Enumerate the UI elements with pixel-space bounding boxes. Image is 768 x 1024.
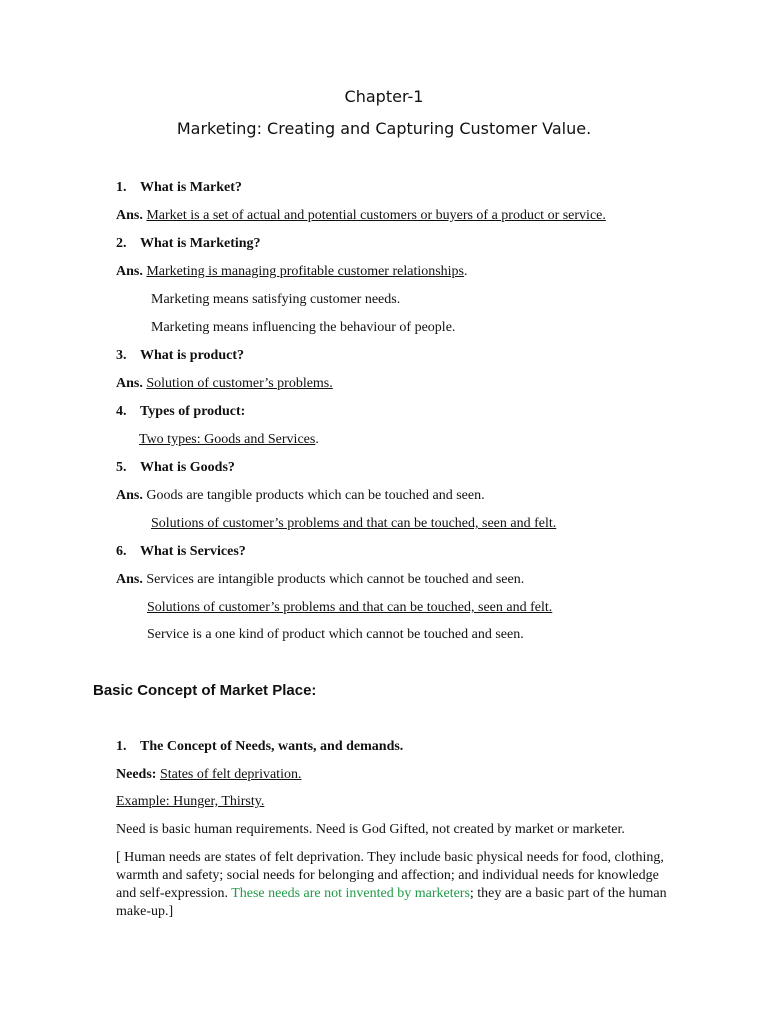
needs-example: Example: Hunger, Thirsty. bbox=[116, 794, 265, 809]
paragraph-text: [ Human needs are states of felt deprivation. They include basic physical needs for food, clothing, warmth and safety; social needs for belonging and affection; and individual needs for knowledge and self-expression. bbox=[116, 850, 664, 901]
needs-bracket-paragraph bbox=[116, 849, 676, 921]
answer-5 bbox=[116, 487, 485, 505]
period: . bbox=[315, 432, 319, 447]
period: . bbox=[464, 264, 468, 279]
needs-label: Needs: bbox=[116, 767, 157, 782]
answer-text: Goods are tangible products which can be touched and seen. bbox=[146, 488, 485, 503]
needs-definition bbox=[116, 766, 301, 784]
question-6 bbox=[116, 543, 246, 561]
answer-3 bbox=[116, 375, 333, 393]
needs-definition-text: States of felt deprivation. bbox=[159, 767, 302, 782]
answer-1 bbox=[116, 207, 606, 225]
answer-text: Solution of customer’s problems. bbox=[146, 376, 333, 391]
question-1 bbox=[116, 179, 242, 197]
answer-2 bbox=[116, 263, 468, 281]
need-basic-text: Need is basic human requirements. Need is God Gifted, not created by market or marketer. bbox=[116, 822, 625, 837]
answer-4 bbox=[139, 431, 319, 449]
question-number: 6. bbox=[116, 544, 127, 559]
question-text: What is Services? bbox=[140, 544, 246, 559]
ans-label: Ans. bbox=[116, 572, 143, 587]
question-text: What is Marketing? bbox=[140, 236, 261, 251]
answer-5-line-2: Solutions of customer’s problems and that can be touched, seen and felt. bbox=[151, 516, 557, 531]
question-text: What is product? bbox=[140, 348, 244, 363]
answer-text: Marketing is managing profitable customer relationships bbox=[146, 264, 465, 279]
answer-text: Services are intangible products which cannot be touched and seen. bbox=[146, 572, 525, 587]
concept-number: 1. bbox=[116, 739, 127, 754]
answer-2-line-2: Marketing means satisfying customer needs. bbox=[151, 292, 401, 307]
ans-label: Ans. bbox=[116, 488, 143, 503]
answer-text: Market is a set of actual and potential customers or buyers of a product or service. bbox=[146, 208, 606, 223]
question-2 bbox=[116, 235, 261, 253]
chapter-title: Chapter-1 bbox=[344, 87, 424, 106]
question-number: 2. bbox=[116, 236, 127, 251]
highlighted-text: These needs are not invented by marketers bbox=[231, 886, 470, 901]
question-text: What is Market? bbox=[140, 180, 242, 195]
answer-2-line-3: Marketing means influencing the behaviour of people. bbox=[151, 320, 456, 335]
ans-label: Ans. bbox=[116, 376, 143, 391]
question-5 bbox=[116, 459, 235, 477]
answer-6-line-2: Solutions of customer’s problems and that can be touched, seen and felt. bbox=[147, 600, 553, 615]
answer-6-line-3: Service is a one kind of product which cannot be touched and seen. bbox=[147, 627, 524, 642]
answer-text: Two types: Goods and Services bbox=[139, 432, 316, 447]
paragraph-text-end: ; they are a basic part of the human make-up.] bbox=[116, 886, 667, 919]
question-number: 4. bbox=[116, 404, 127, 419]
question-number: 1. bbox=[116, 180, 127, 195]
question-number: 5. bbox=[116, 460, 127, 475]
question-text: Types of product: bbox=[140, 404, 246, 419]
question-3 bbox=[116, 347, 244, 365]
question-number: 3. bbox=[116, 348, 127, 363]
answer-6 bbox=[116, 571, 524, 589]
question-4 bbox=[116, 403, 245, 421]
concept-heading bbox=[116, 738, 403, 756]
question-text: What is Goods? bbox=[140, 460, 235, 475]
ans-label: Ans. bbox=[116, 264, 143, 279]
concept-heading-text: The Concept of Needs, wants, and demands. bbox=[140, 739, 404, 754]
section-heading: Basic Concept of Market Place: bbox=[93, 682, 317, 699]
ans-label: Ans. bbox=[116, 208, 143, 223]
chapter-subtitle: Marketing: Creating and Capturing Customer Value. bbox=[176, 119, 592, 138]
